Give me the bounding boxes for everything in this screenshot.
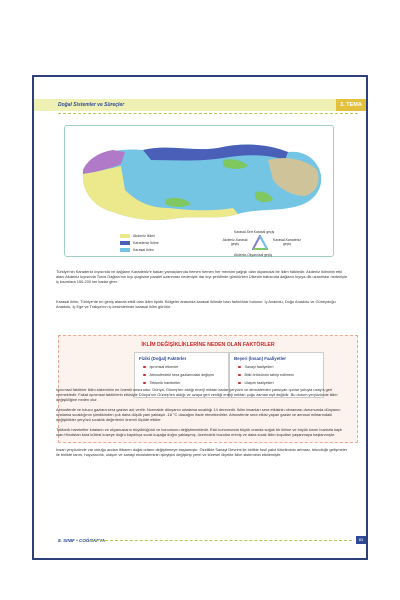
- turkey-climate-map: [73, 130, 327, 230]
- transition-right-label: Karasal-Karadeniz geçiş: [273, 238, 301, 246]
- legend-label: Karadeniz İklimi: [133, 240, 159, 245]
- legend-item: [120, 232, 158, 239]
- footer-course-label: 8. SINIF • COĞRAFYA: [58, 538, 105, 543]
- header-divider: [58, 113, 358, 114]
- climate-map-figure: [64, 125, 334, 257]
- legend-item: [120, 239, 158, 246]
- legend-label: Karasal İklim: [133, 247, 154, 252]
- natural-factors-heading: Fiziki (Doğal) Faktörler: [139, 356, 187, 361]
- bullet-icon: [143, 374, 146, 377]
- list-item: [135, 363, 228, 371]
- transition-bottom-label: Akdeniz-Okyanusal geçiş: [234, 253, 273, 257]
- paragraph-human-impact: İnsan yeryüzünde var olduğu andan itibaren doğal ortamı değiştirmeye başlamıştır. Özellikle Sanayi Devrimi ile birlikte fosil yakıt tüketiminin artması, teknolojik gelişmeler ile birlikte tarım, hayvancılık, ulaşım ve sanayi ekosisteminin işleyişini değiştirip yerel ve küresel ölçekte iklim sisteminin etkilemiştir.: [56, 447, 348, 457]
- map-legend: [120, 232, 158, 253]
- page-number: 83: [356, 536, 366, 544]
- bullet-icon: [238, 374, 241, 377]
- section-title: Doğal Sistemler ve Süreçler: [58, 102, 125, 108]
- list-item-label: Işınımsal etkenler: [149, 365, 179, 369]
- legend-swatch: [120, 248, 130, 252]
- page-frame: [32, 75, 368, 560]
- transition-legend: [220, 230, 300, 260]
- legend-swatch: [120, 241, 130, 245]
- transition-left-label: Akdeniz-Karasal geçiş: [222, 238, 248, 246]
- human-factors-heading: Beşeri (İnsan) Faaliyetler: [234, 356, 286, 361]
- list-item: [230, 371, 323, 379]
- bullet-icon: [238, 382, 241, 385]
- paragraph-coastal-climates: Türkiye'nin Karadeniz kıyısında ve dağların Karadeniz'e bakan yamaçlarında hemen hemen her mevsim yağışlı olan okyanusal bir iklim hâkimdir. Akdeniz ikliminin etki alanı Akdeniz kıyısında Toros Dağları'nın kıyı çizgisine paralel uzanması nedeniyle dar kıyı şeridinde görülürken Ülkenin batısında dağların kıyıya dik uzanması nedeniyle iç kısımlara 150-200 km kadar girer.: [56, 269, 348, 284]
- paragraph-continental-climate: Karasal iklim, Türkiye'de en geniş alanda etkili olan iklim tipidir. Bölgeler arasında karasal iklimde bazı farklılıklar bulunur. İç Anadolu, Doğu Anadolu ve Güneydoğu Anadolu, İç Ege ve Trakya'nın iç kesimlerinde karasal iklim görülür.: [56, 299, 336, 309]
- list-item-label: Bitki örtüsünün tahrip edilmesi: [244, 373, 294, 377]
- list-item: [135, 371, 228, 379]
- list-item: [230, 379, 323, 387]
- triangle-icon: [252, 235, 268, 251]
- list-item: [230, 363, 323, 371]
- list-item-label: Ulaşım faaliyetleri: [244, 381, 274, 385]
- legend-swatch: [120, 234, 130, 238]
- factors-title: İKLİM DEĞİŞİKLİKLERİNE NEDEN OLAN FAKTÖRLER: [141, 342, 275, 348]
- legend-item: [120, 246, 158, 253]
- list-item-label: Atmosferdeki sera gazlarındaki değişim: [149, 373, 214, 377]
- paragraph-tectonic-movements: Tektonik hareketler kıtaların ve okyanusların büyüklüğünü ve konumunu değiştirmektedir. Eski konumunda büyük oranda soğuk bir iklime ve büyük kısmı buzlarla kaplı olan Hindistan kara kütlesi kuzeye doğru kaydıkça sıcak kuşağa doğru yaklaşmış, üzerindeki buzullar erimiş ve daha sıcak iklim koşulları yaşanmaya başlanmıştır.: [56, 427, 343, 437]
- list-item-label: Tektonik hareketler: [149, 381, 181, 385]
- legend-label: Akdeniz İklimi: [133, 233, 155, 238]
- bullet-icon: [143, 382, 146, 385]
- transition-top-label: Karasal-Sert Karasal geçiş: [234, 230, 275, 234]
- theme-badge: 3. TEMA: [336, 99, 366, 111]
- footer-divider: [90, 540, 352, 541]
- paragraph-greenhouse-gases: Atmosferde ve tutucu gazlara sera gazları adı verilir. Normalde dünyanın ortalama sıcaklığı 14 derecedir. İklim insanları sera etkisinin olmaması durumunda dünyanın ortalama sıcaklığının şimdikinden çok daha düşük yani yaklaşık -18 °C olacağını ifade etmektedirler. Atmosferde sera etkisi yapan gazlar ve aerosol miktarındaki değişiklikler yeryüzü sıcaklık değerlerini önemli ölçüde etkiler.: [56, 407, 341, 422]
- paragraph-radiative-factors: Işınımsal faktörler iklim sisteminin en önemli unsurudur. Dünya, Güneş'ten aldığı enerji miktarı kadar yeryüzü ve atmosferden yansıyan ışınlar yoluyla uzay'a geri vermektedir. Fakat ışınımsal faktörlerin etkisiyle Dünya'nın Güneş'ten aldığı ve uzaya geri verdiği enerji miktarı çoğu zaman eşit değildir. Bu durum yeryüzünde iklim değişikliğine neden olur.: [56, 387, 338, 402]
- bullet-icon: [143, 366, 146, 369]
- list-item-label: Sanayi faaliyetleri: [244, 365, 274, 369]
- bullet-icon: [238, 366, 241, 369]
- list-item: [135, 379, 228, 387]
- chapter-header: [34, 99, 366, 111]
